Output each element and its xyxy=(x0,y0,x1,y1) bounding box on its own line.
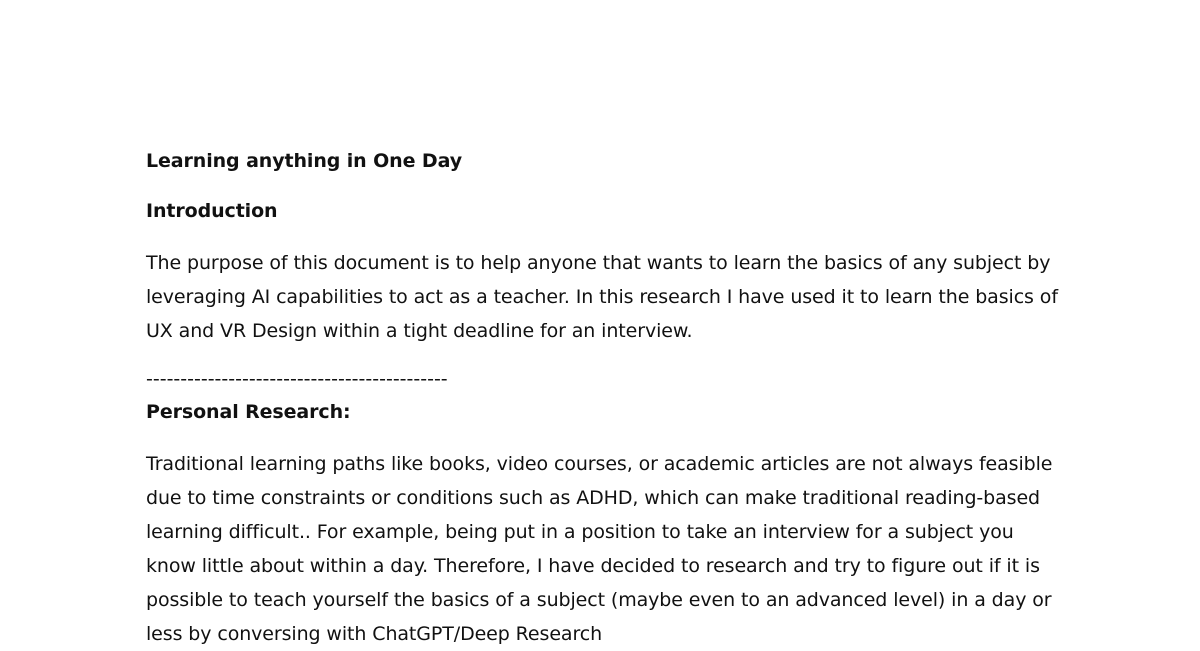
introduction-paragraph: The purpose of this document is to help anyone that wants to learn the basics of any subject by leveraging AI capabilities to act as a teacher. In this research I have used it to learn the basics of UX and VR Design within a tight deadline for an interview. xyxy=(146,252,1058,342)
document-title: Learning anything in One Day xyxy=(146,150,462,172)
personal-research-paragraph: Traditional learning paths like books, video courses, or academic articles are not always feasible due to time constraints or conditions such as ADHD, which can make traditional reading-based learning difficult.. For example, being put in a position to take an interview for a subject you know little about within a day. Therefore, I have decided to research and try to figure out if it is possible to teach yourself the basics of a subject (maybe even to an advanced level) in a day or less by conversing with ChatGPT/Deep Research xyxy=(146,453,1053,645)
section-divider: -------------------------------------------- xyxy=(146,368,448,390)
personal-research-heading: Personal Research: xyxy=(146,401,351,423)
introduction-heading: Introduction xyxy=(146,200,278,222)
document-body xyxy=(146,147,1066,651)
